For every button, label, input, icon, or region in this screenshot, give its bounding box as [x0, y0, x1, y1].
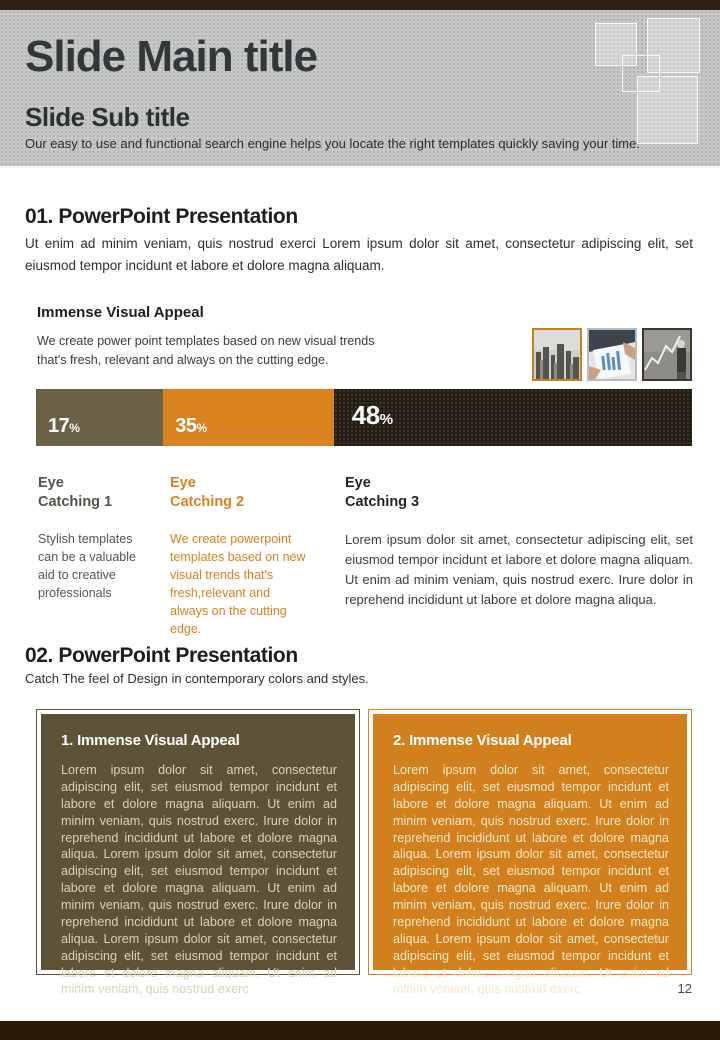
eye-catching-column-2: [170, 474, 306, 638]
box-body: Lorem ipsum dolor sit amet, consectetur adipiscing elit, set eiusmod tempor incidunt et labore et dolore magna aliquam. Ut enim ad minim veniam, quis nostrud exerc. Irure dolor in reprehend incididunt ut labore et dolore magna aliqua. Lorem ipsum dolor sit amet, consectetur adipiscing elit, set eiusmod tempor incidunt et labore et dolore magna aliquam. Ut enim ad minim veniam, quis nostrud exerc. Irure dolor in reprehend incididunt ut labore et dolore magna aliqua. Lorem ipsum dolor sit amet, consectetur adipiscing elit, set eiusmod tempor incidunt et labore et dolore magna aliquam. Ut enim ad minim veniam, quis nostrud exerc: [393, 763, 669, 997]
percentage-bar-chart: [36, 389, 692, 446]
bottom-accent-bar: [0, 1021, 720, 1040]
column-title: Eye Catching 2: [170, 475, 245, 510]
column-title: Eye Catching 3: [345, 475, 420, 510]
box-content: [41, 714, 355, 997]
city-skyline-photo: [532, 328, 582, 381]
growth-chart-photo: [642, 328, 692, 381]
business-analysis-photo: [587, 328, 637, 381]
column-body: We create powerpoint templates based on new visual trends that's fresh,relevant and always on the cutting edge.: [170, 531, 306, 637]
section-02-body: Catch The feel of Design in contemporary colors and styles.: [25, 671, 369, 686]
box-title: 2. Immense Visual Appeal: [393, 732, 572, 749]
page-header: [0, 10, 720, 168]
bar-segment-label: 35%: [175, 415, 207, 437]
feature-title: Immense Visual Appeal: [37, 304, 204, 321]
slide-sub-title: Slide Sub title: [25, 102, 190, 132]
bar-segment-label: 17%: [48, 415, 80, 437]
thumbnail-strip: [532, 328, 692, 381]
column-body: Lorem ipsum dolor sit amet, consectetur adipiscing elit, set eiusmod tempor incidunt et labore et dolore magna aliquam. Ut enim ad minim veniam, quis nostrud exerc. Irure dolor in reprehend incididunt ut labore et dolore magna aliqua.: [345, 531, 693, 608]
section-01-body: Ut enim ad minim veniam, quis nostrud exerci Lorem ipsum dolor sit amet, consectetur adipiscing elit, set eiusmod tempor incidunt et labore et dolore magna aliquam.: [25, 236, 693, 273]
section-02-title: 02. PowerPoint Presentation: [25, 644, 298, 667]
decor-square: [637, 76, 698, 144]
top-accent-bar: [0, 0, 720, 10]
header-description: Our easy to use and functional search engine helps you locate the right templates quickly saving your time.: [25, 136, 640, 151]
bar-segment-35: [163, 389, 334, 446]
page-number: 12: [677, 981, 692, 996]
section-01-title: 01. PowerPoint Presentation: [25, 205, 298, 228]
bar-segment-17: [36, 389, 163, 446]
eye-catching-column-3: [345, 474, 693, 610]
eye-catching-column-1: [38, 474, 156, 602]
feature-body: We create power point templates based on new visual trends that's fresh, relevant and always on the cutting edge.: [37, 334, 375, 367]
slide-main-title: Slide Main title: [25, 32, 318, 81]
column-body: Stylish templates can be a valuable aid to creative professionals: [38, 531, 136, 601]
bar-segment-label: 48%: [351, 400, 393, 430]
bar-segment-48: [334, 389, 692, 446]
visual-appeal-box-1: [36, 709, 360, 997]
box-body: Lorem ipsum dolor sit amet, consectetur adipiscing elit, set eiusmod tempor incidunt et labore et dolore magna aliquam. Ut enim ad minim veniam, quis nostrud exerc. Irure dolor in reprehend incididunt ut labore et dolore magna aliqua. Lorem ipsum dolor sit amet, consectetur adipiscing elit, set eiusmod tempor incidunt et labore et dolore magna aliquam. Ut enim ad minim veniam, quis nostrud exerc. Irure dolor in reprehend incididunt ut labore et dolore magna aliqua. Lorem ipsum dolor sit amet, consectetur adipiscing elit, set eiusmod tempor incidunt et labore et dolore magna aliquam. Ut enim ad minim veniam, quis nostrud exerc: [61, 763, 337, 997]
column-title: Eye Catching 1: [38, 475, 113, 510]
box-title: 1. Immense Visual Appeal: [61, 732, 240, 749]
